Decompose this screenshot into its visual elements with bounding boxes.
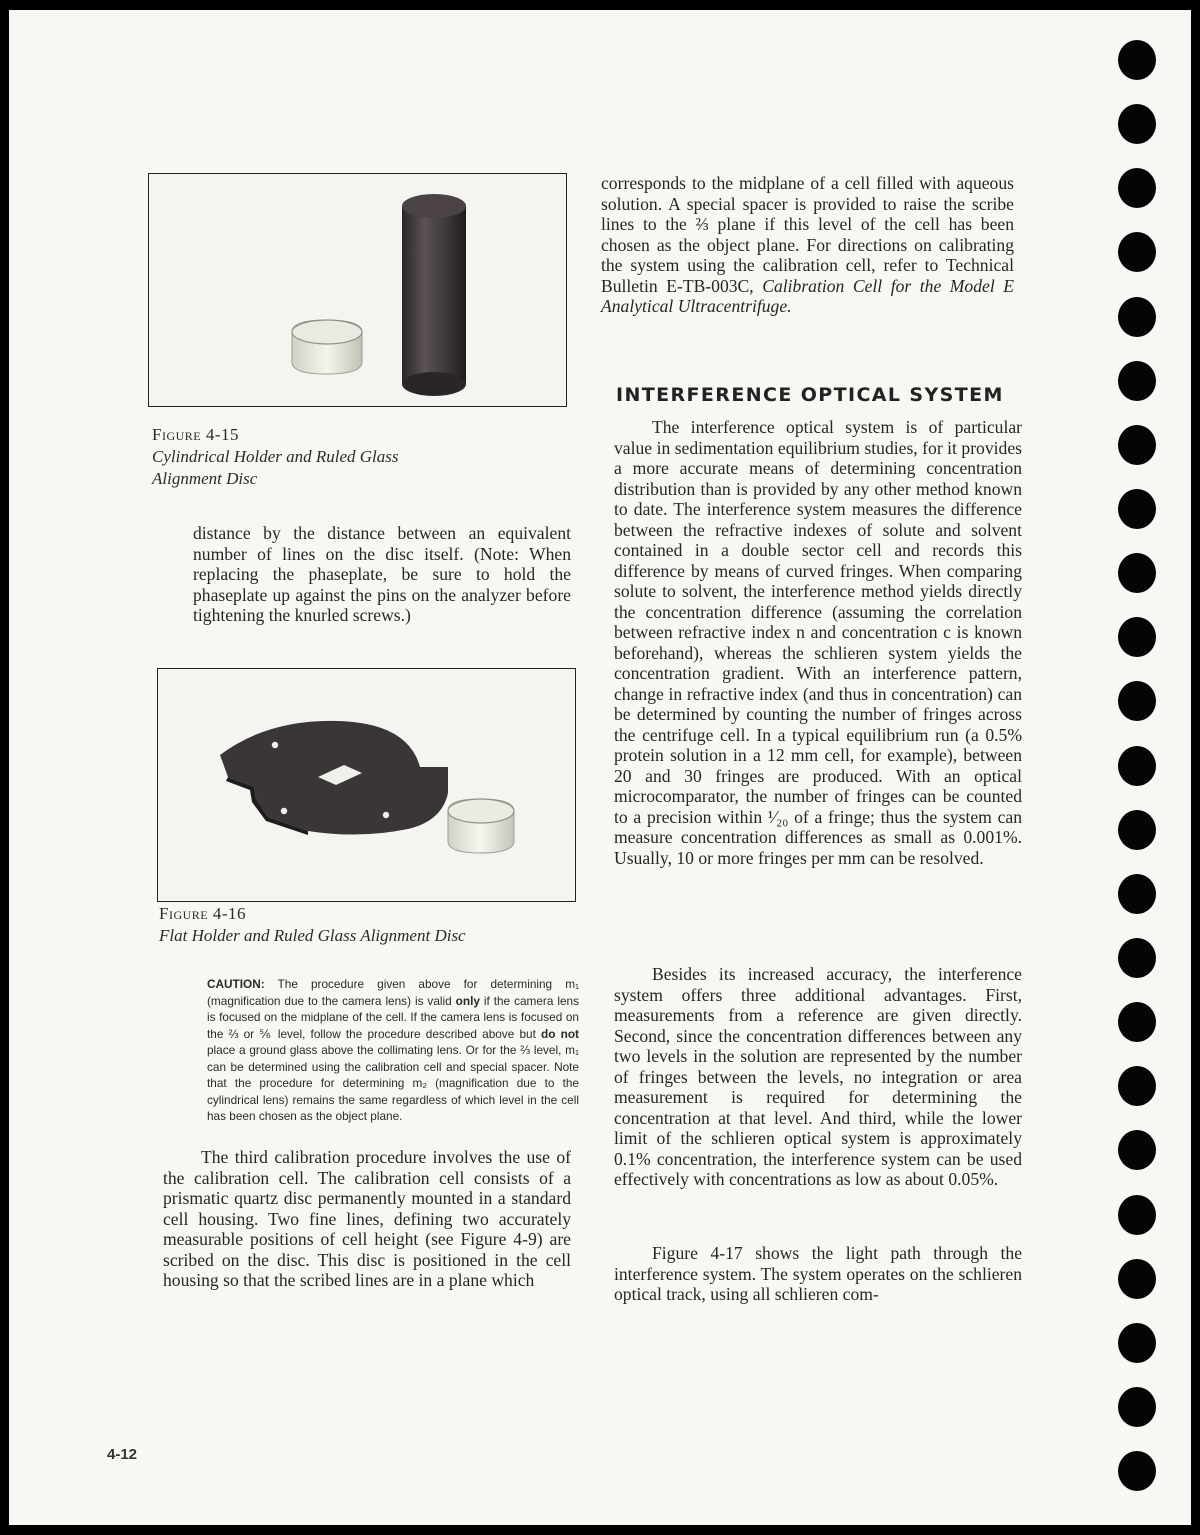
binder-hole [1118,1195,1156,1235]
figure-label: Figure 4-16 [159,904,247,923]
binder-hole [1118,361,1156,401]
cylindrical-holder [402,206,466,384]
binder-hole [1118,168,1156,208]
figure-label: Figure 4-15 [152,425,240,444]
binder-hole [1118,1323,1156,1363]
caution-text: if the camera lens is focused on the midplane of the cell. If the camera lens is focused on the ⅔ or ⅚ level, follow the procedure described above but [207,993,579,1041]
binder-hole [1118,617,1156,657]
binder-hole [1118,1387,1156,1427]
binder-hole [1118,1259,1156,1299]
binder-hole [1118,938,1156,978]
binder-hole [1118,425,1156,465]
binder-hole [1118,874,1156,914]
binder-hole [1118,1066,1156,1106]
right-paragraph-1 [601,173,1014,317]
left-paragraph-1: distance by the distance between an equivalent number of lines on the disc itself. (Note: When replacing the phaseplate, be sure to hold the phaseplate up against the pins on the analyzer before tightening the knurled screws.) [193,523,571,625]
figure-4-15-photo [148,173,567,407]
right-paragraph-4: Figure 4-17 shows the light path through the interference system. The system operates on the schlieren optical track, using all schlieren com- [614,1243,1022,1304]
flat-holder-and-glass-disc-illustration [158,669,575,901]
document-page [9,10,1191,1525]
binder-hole [1118,297,1156,337]
figure-4-16-caption [159,903,466,947]
cylindrical-holder-and-glass-disc-illustration [149,174,566,406]
figure-4-16-photo [157,668,576,902]
caution-emphasis: do not [541,1026,579,1041]
figure-4-15-caption [152,424,398,490]
binder-hole [1118,1130,1156,1170]
caution-note [207,976,579,1125]
right-paragraph-2: The interference optical system is of particular value in sedimentation equilibrium studies, for it provides a more accurate means of determining concentration distribution than is provided by any other method known to date. The interference system measures the difference between the refractive indexes of solute and solvent contained in a double sector cell and records this difference by means of curved fringes. When comparing solute to solvent, the interference method yields directly the concentration difference (assuming the correlation between refractive index n and concentration c is known beforehand), whereas the schlieren system yields the concentration gradient. With an interference pattern, change in refractive index (and thus in concentration) can be determined by counting the number of fringes across the centrifuge cell. In a typical equilibrium run (a 0.5% protein solution in a 12 mm cell, for example), between 20 and 30 fringes are produced. With an optical microcomparator, the number of fringes can be counted to a precision within ¹⁄₂₀ of a fringe; thus the system can measure concentration differences as small as 0.001%. Usually, 10 or more fringes per mm can be resolved. [614,417,1022,868]
binder-hole [1118,1451,1156,1491]
binder-hole [1118,810,1156,850]
binder-hole [1118,104,1156,144]
bulletin-title: Calibration Cell for the Model E Analytical Ultracentrifuge. [601,275,1014,316]
right-paragraph-3: Besides its increased accuracy, the interference system offers three additional advantages. First, measurements from a reference are given directly. Second, since the concentration differences between any two levels in the solution are represented by the number of fringes between the levels, no integration or area measurement is required for determining the concentration at that level. And third, while the lower limit of the schlieren optical system is approximately 0.1% concentration, the interference system can be used effectively with concentrations as low as about 0.05%. [614,964,1022,1189]
figure-title: Cylindrical Holder and Ruled Glass [152,447,399,466]
binder-hole [1118,40,1156,80]
binder-hole [1118,489,1156,529]
paragraph-text: corresponds to the midplane of a cell filled with aqueous solution. A special spacer is provided to raise the scribe lines to the ⅔ plane if this level of the cell has been chosen as the object plane. For directions on calibrating the system using the calibration cell, refer to Technical Bulletin E-TB-003C, [601,173,1014,296]
page-number: 4-12 [107,1446,138,1463]
left-paragraph-2: The third calibration procedure involves the use of the calibration cell. The calibration cell consists of a prismatic quartz disc permanently mounted in a standard cell housing. Two fine lines, defining two accurately measurable positions of cell height (see Figure 4-9) are scribed on the disc. This disc is positioned in the cell housing so that the scribed lines are in a plane which [163,1147,571,1290]
binder-hole [1118,746,1156,786]
section-heading: INTERFERENCE OPTICAL SYSTEM [616,384,1004,406]
binder-hole [1118,553,1156,593]
figure-title: Alignment Disc [152,469,258,488]
caution-emphasis: only [455,993,480,1008]
caution-text: place a ground glass above the collimating lens. Or for the ⅔ level, m₁ can be determined using the calibration cell and special spacer. Note that the procedure for determining m₂ (magnification due to the cylindrical lens) remains the same regardless of which level in the cell has been chosen as the object plane. [207,1043,579,1123]
binder-hole [1118,1002,1156,1042]
binder-hole [1118,681,1156,721]
caution-text: The procedure given above for determining m₁ (magnification due to the camera lens) is valid [207,977,579,1008]
figure-title: Flat Holder and Ruled Glass Alignment Disc [159,926,466,945]
binder-hole [1118,232,1156,272]
caution-label: CAUTION: [207,977,265,991]
